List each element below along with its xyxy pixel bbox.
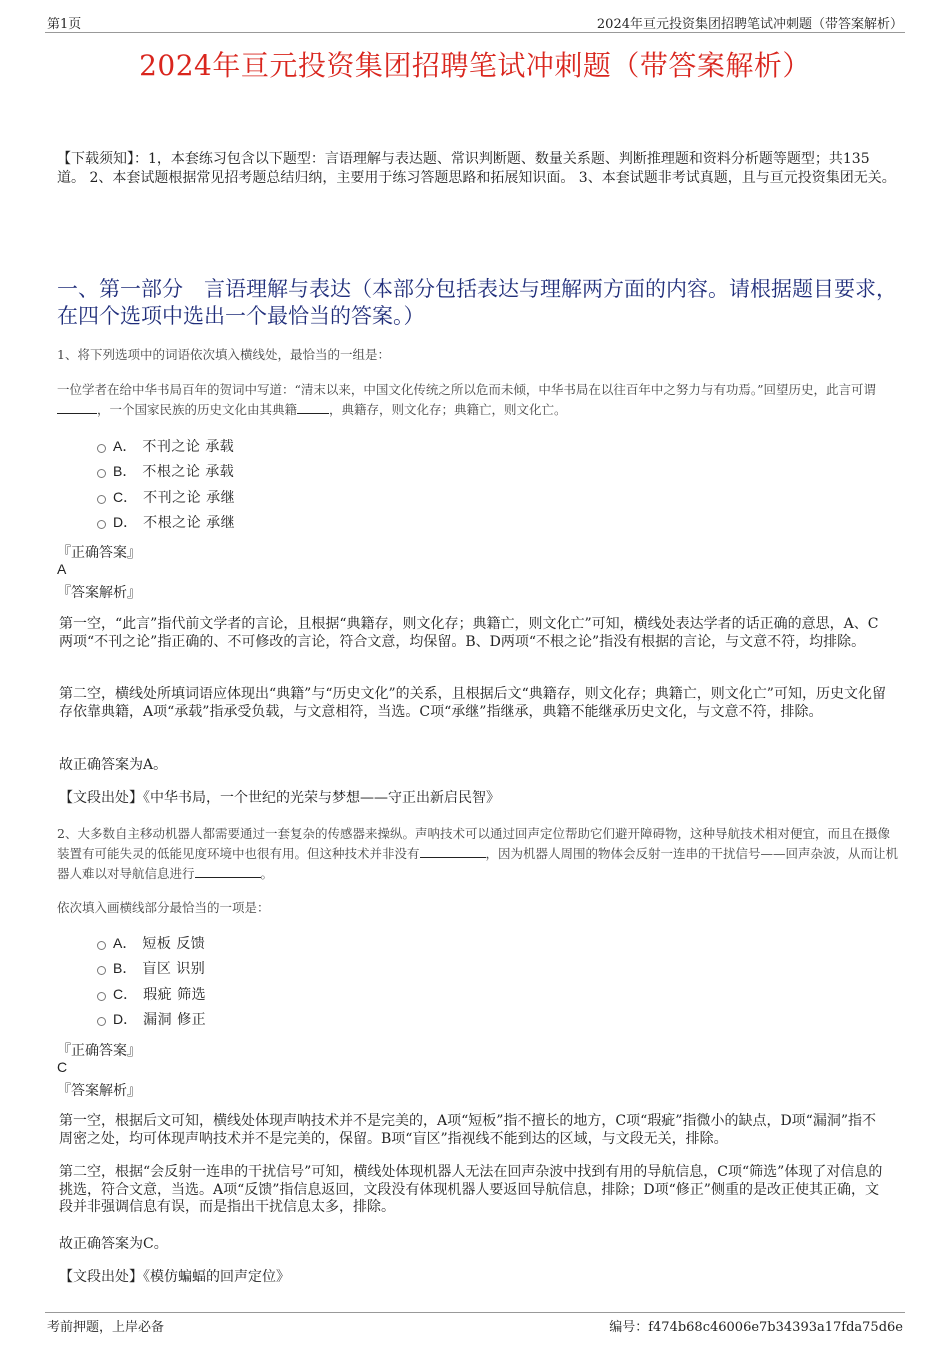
question-1-passage-part2: ，一个国家民族的历史文化由其典籍 — [97, 402, 298, 417]
option-b[interactable] — [97, 459, 235, 485]
option-text: 瑕疵 筛选 — [143, 986, 207, 1003]
option-b[interactable] — [97, 956, 206, 982]
source-citation: 【文段出处】《中华书局，一个世纪的光荣与梦想——守正出新启民智》 — [59, 790, 500, 806]
option-d[interactable] — [97, 510, 235, 536]
option-text: 不根之论 承继 — [143, 515, 236, 532]
option-text: 盲区 识别 — [142, 961, 206, 978]
option-letter: D． — [113, 514, 138, 531]
question-2-options — [97, 930, 206, 1032]
radio-icon[interactable] — [97, 966, 106, 975]
radio-icon[interactable] — [97, 1017, 106, 1026]
analysis-conclusion: 故正确答案为C。 — [59, 1236, 168, 1252]
page-number: 第1页 — [47, 17, 82, 32]
question-1-stem: 1、将下列选项中的词语依次填入横线处，最恰当的一组是： — [57, 347, 390, 362]
question-2-stem-part2: ，因为机器人周围的物体会反射一连串的干扰信号——回声杂波，从而让机器人难以对导航信息进行 — [57, 846, 899, 881]
blank-line — [420, 845, 486, 858]
download-notice: 【下载须知】：1，本套练习包含以下题型：言语理解与表达题、常识判断题、数量关系题、判断推理题和资料分析题等题型；共135道。 2、本套试题根据常见招考题总结归纳，主要用于练习答题思路和拓展知识面。 3、本套试题非考试真题，且与亘元投资集团无关。 — [57, 151, 896, 186]
analysis-label: 『答案解析』 — [57, 585, 141, 601]
page-footer — [45, 1312, 905, 1335]
correct-answer-label: 『正确答案』 — [57, 545, 141, 561]
option-text: 不根之论 承载 — [142, 464, 235, 481]
question-2-prompt: 依次填入画横线部分最恰当的一项是： — [57, 900, 270, 915]
option-letter: B． — [113, 960, 137, 977]
question-1-options — [97, 433, 235, 535]
option-c[interactable] — [97, 981, 206, 1007]
analysis-paragraph: 第二空，根据“会反射一连串的干扰信号”可知，横线处体现机器人无法在回声杂波中找到有用的导航信息，C项“筛选”体现了对信息的挑选，符合文意，当选。A项“反馈”指信息返回，文段没有体现机器人要返回导航信息，排除；D项“修正”侧重的是改正使其正确，文段并非强调信息有误，而是指出干扰信息太多，排除。 — [59, 1164, 883, 1215]
question-2-stem-part3: 。 — [260, 866, 274, 881]
radio-icon[interactable] — [97, 520, 106, 529]
option-letter: D． — [113, 1011, 138, 1028]
blank-line — [57, 401, 97, 414]
source-citation: 【文段出处】《模仿蝙蝠的回声定位》 — [59, 1269, 290, 1285]
blank-line — [297, 401, 329, 414]
question-1-passage-part1: 一位学者在给中华书局百年的贺词中写道：“清末以来，中国文化传统之所以危而未倾，中华书局在以往百年中之努力与有功焉。”回望历史，此言可谓 — [57, 382, 877, 397]
correct-answer-label: 『正确答案』 — [57, 1043, 141, 1059]
question-1-passage — [57, 380, 899, 420]
option-c[interactable] — [97, 484, 235, 510]
question-2-stem-part1: 2、大多数自主移动机器人都需要通过一套复杂的传感器来操纵。声呐技术可以通过回声定位帮助它们避开障碍物，这种导航技术相对便宜，而且在摄像装置有可能失灵的低能见度环境中也很有用。但这种技术并非没有 — [57, 826, 890, 861]
option-letter: B． — [113, 463, 137, 480]
option-letter: A． — [113, 437, 137, 454]
footer-code: 编号：f474b68c46006e7b34393a17fda75d6e — [609, 1320, 903, 1335]
analysis-conclusion: 故正确答案为A。 — [59, 757, 168, 773]
option-text: 短板 反馈 — [142, 935, 206, 952]
correct-answer: C — [57, 1059, 68, 1075]
header-doc-title: 2024年亘元投资集团招聘笔试冲刺题（带答案解析） — [596, 17, 903, 32]
option-letter: C． — [113, 985, 138, 1002]
page-header — [45, 10, 905, 33]
page-title: 2024年亘元投资集团招聘笔试冲刺题（带答案解析） — [139, 49, 811, 82]
option-text: 不刊之论 承载 — [142, 438, 235, 455]
analysis-paragraph: 第二空，横线处所填词语应体现出“典籍”与“历史文化”的关系，且根据后文“典籍存，则文化存；典籍亡，则文化亡”可知，历史文化留存依靠典籍，A项“承载”指承受负载，与文意相符，当选。C项“承继”指继承，典籍不能继承历史文化，与文意不符，排除。 — [59, 686, 886, 720]
radio-icon[interactable] — [97, 495, 106, 504]
option-d[interactable] — [97, 1007, 206, 1033]
option-a[interactable] — [97, 930, 206, 956]
radio-icon[interactable] — [97, 941, 106, 950]
option-text: 漏洞 修正 — [143, 1012, 207, 1029]
option-a[interactable] — [97, 433, 235, 459]
blank-line — [195, 865, 261, 878]
question-2-stem — [57, 824, 899, 884]
option-letter: C． — [113, 488, 138, 505]
section-title: 一、第一部分 言语理解与表达（本部分包括表达与理解两方面的内容。请根据题目要求，在四个选项中选出一个最恰当的答案。） — [57, 277, 897, 328]
radio-icon[interactable] — [97, 469, 106, 478]
analysis-paragraph: 第一空，根据后文可知，横线处体现声呐技术并不是完美的，A项“短板”指不擅长的地方，C项“瑕疵”指微小的缺点，D项“漏洞”指不周密之处，均可体现声呐技术并不是完美的，保留。B项“盲区”指视线不能到达的区域，与文段无关，排除。 — [59, 1113, 876, 1147]
analysis-paragraph: 第一空，“此言”指代前文学者的言论，且根据“典籍存，则文化存；典籍亡，则文化亡”可知，横线处表达学者的话正确的意思，A、C两项“不刊之论”指正确的、不可修改的言论，符合文意，均保留。B、D两项“不根之论”指没有根据的言论，与文意不符，均排除。 — [59, 616, 879, 650]
analysis-label: 『答案解析』 — [57, 1083, 141, 1099]
question-1-passage-part3: ，典籍存，则文化存；典籍亡，则文化亡。 — [329, 402, 567, 417]
option-text: 不刊之论 承继 — [143, 489, 236, 506]
footer-slogan: 考前押题，上岸必备 — [47, 1320, 165, 1335]
radio-icon[interactable] — [97, 992, 106, 1001]
radio-icon[interactable] — [97, 444, 106, 453]
option-letter: A． — [113, 934, 137, 951]
correct-answer: A — [57, 561, 67, 577]
